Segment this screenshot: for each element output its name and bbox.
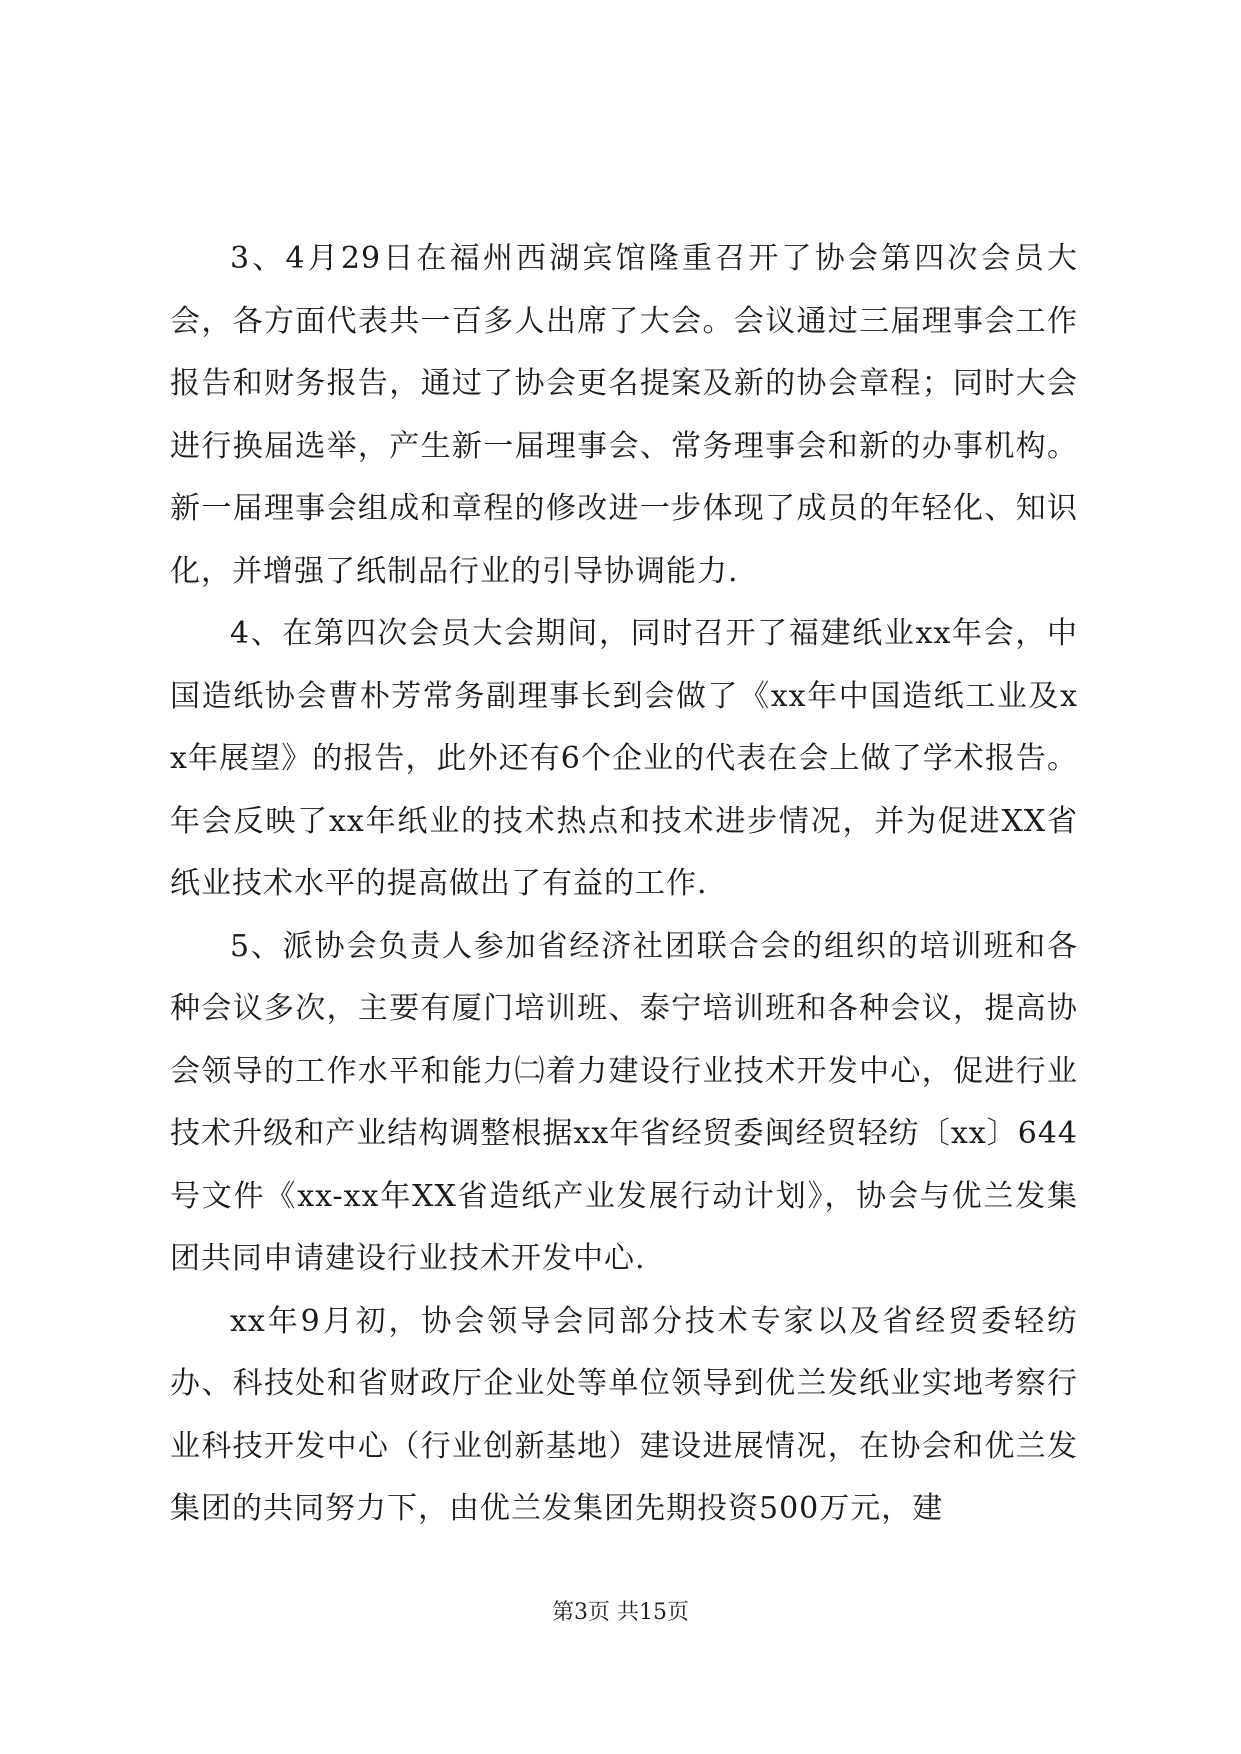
paragraph-september: xx年9月初，协会领导会同部分技术专家以及省经贸委轻纺办、科技处和省财政厅企业处等单位领导到优兰发纸业实地考察行业科技开发中心（行业创新基地）建设进展情况，在协会和优兰发集团的共同努力下，由优兰发集团先期投资500万元，建 (170, 1303, 1078, 1526)
paragraph-item-3: 3、4月29日在福州西湖宾馆隆重召开了协会第四次会员大会，各方面代表共一百多人出席了大会。会议通过三届理事会工作报告和财务报告，通过了协会更名提案及新的协会章程；同时大会进行换届选举，产生新一届理事会、常务理事会和新的办事机构。新一届理事会组成和章程的修改进一步体现了成员的年轻化、知识化，并增强了纸制品行业的引导协调能力. (170, 241, 1078, 589)
page-number-footer: 第3页 共15页 (552, 1600, 689, 1625)
document-body (170, 228, 1078, 1541)
paragraph-item-5: 5、派协会负责人参加省经济社团联合会的组织的培训班和各种会议多次，主要有厦门培训班、泰宁培训班和各种会议，提高协会领导的工作水平和能力㈡着力建设行业技术开发中心，促进行业技术升级和产业结构调整根据xx年省经贸委闽经贸轻纺〔xx〕644号文件《xx-xx年XX省造纸产业发展行动计划》，协会与优兰发集团共同申请建设行业技术开发中心. (170, 928, 1078, 1276)
paragraph-item-4: 4、在第四次会员大会期间，同时召开了福建纸业xx年会，中国造纸协会曹朴芳常务副理事长到会做了《xx年中国造纸工业及xx年展望》的报告，此外还有6个企业的代表在会上做了学术报告。年会反映了xx年纸业的技术热点和技术进步情况，并为促进XX省纸业技术水平的提高做出了有益的工作. (170, 616, 1078, 901)
